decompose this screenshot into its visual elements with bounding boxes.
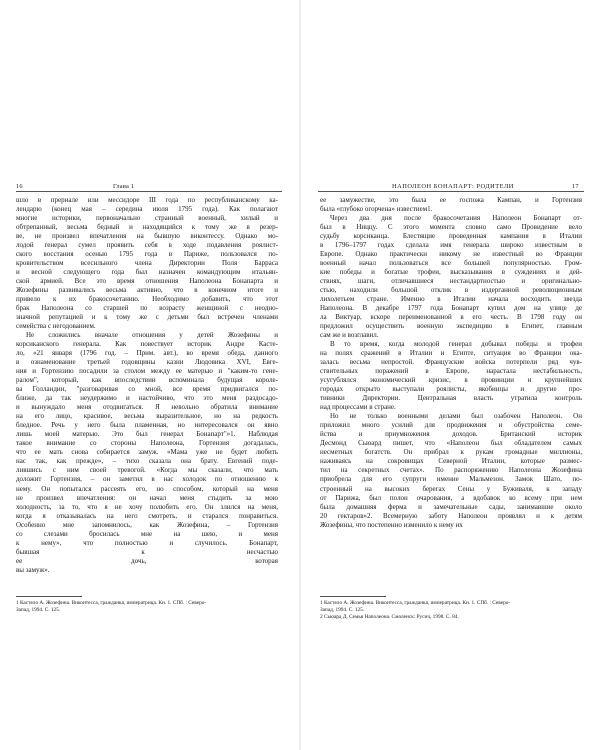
text-line: военный начал пользоваться все большей популярностью. Гром- [320, 259, 582, 268]
text-line: усугублялся экономический кризис, в провинции и крупнейших [320, 376, 582, 385]
text-line: Жозефины развивались весьма активно, что в конечном итоге и [16, 286, 278, 295]
text-line: тил на секретных счетах». По распоряжению Наполеона Жозефина [320, 466, 582, 475]
text-line: ве, не произвел впечатления на бывшую виконтессу. Однако мо- [16, 232, 278, 241]
text-line: 20 гектаров»2. Всемерную заботу Наполеон проявлял и к детям [320, 511, 582, 520]
text-line: в ознаменование третьей годовщины казни Людовика XVI, Евге- [16, 358, 278, 367]
footnote-line: Запад, 1994. С. 125. [320, 607, 365, 614]
footnote-rule [320, 596, 386, 597]
text-line: В то время, когда молодой генерал добывал победы и трофеи [330, 340, 582, 349]
text-line: Наполеона. В декабре 1797 года Бонапарт купил дом на улице де [320, 304, 582, 313]
text-line: кие победы и богатые трофеи, высказывания в суждениях и дей- [320, 268, 582, 277]
text-line: что ее мать снова собирается замуж. «Мама уже не будет любить [16, 448, 278, 457]
footnote-line: Запад, 1994. С. 125. [16, 607, 61, 614]
page-number: 16 [16, 183, 23, 190]
chapter-heading: Глава 1 [113, 183, 135, 190]
page-number: 17 [572, 183, 579, 190]
text-line: нас так, как прежде», – тихо сказала она брату. Евгений поде- [16, 457, 278, 466]
text-line: лившись с ним своей тревогой. «Когда мы сказали, что мать [16, 466, 278, 475]
text-line: была домашняя ферма и замечательные сады, занимавшие около [320, 502, 582, 511]
right-page [300, 0, 600, 750]
text-line: ла Виктуар, вскоре переименованной в его честь. В 1798 году он [320, 313, 582, 322]
text-line: и весной следующего года был назначен командующим итальян- [16, 268, 278, 277]
text-line: Через два дня после бракосочетания Наполеон Бонапарт от- [330, 214, 582, 223]
text-line: был в Ниццу. С этого момента словно само Провидение вело [320, 223, 582, 232]
running-title: НАПОЛЕОН БОНАПАРТ: РОДИТЕЛИ [392, 183, 514, 190]
text-line: Но не только военными делами был озабочен Наполеон. Он [330, 412, 582, 421]
text-line: когда я отказывалась на него смотреть, и старался понравиться. [16, 511, 278, 520]
text-line: бывшая к несчастью [16, 547, 278, 556]
text-line: йства и приумножения доходов. Британский историк [320, 430, 582, 439]
footnote-line: 1 Кастело А. Жозефина. Виконтесса, гражданка, императрица. Кн. 1. СПб. : Северо- [320, 600, 511, 606]
text-line: ствиях, шаги, отличавшиеся нестандартностью и оригинально- [320, 277, 582, 286]
text-line: шло в прериале или мессидоре III года по республиканскому ка- [16, 196, 278, 204]
header-rule [318, 191, 584, 192]
text-line: значной репутацией и к тому же с детьми был встречен членами [16, 313, 278, 322]
text-line: не произвел впечатления: он начал меня стыдить за мою [16, 493, 278, 502]
text-line: лодой генерал сумел проявить себя в ходе подавления роялист- [16, 241, 278, 250]
text-line: была «глубоко огорчена» известием1. [320, 205, 433, 214]
text-line: ее дочь, которая [16, 556, 278, 565]
text-line: брак Наполеона со старшей по возрасту женщиной с неодно- [16, 304, 278, 313]
text-line: вы замуж». [16, 565, 50, 574]
text-line: семейства с негодованием. [16, 322, 96, 331]
text-line: над процессами в стране. [320, 403, 396, 412]
text-line: кровительством всесильного члена Директории Поля Барраса [16, 259, 278, 268]
text-line: многие историки, первоначально странный военный, хилый и [16, 214, 278, 223]
text-line: ее замужестве, это была ее госпожа Кампан, и Гортензия [320, 196, 582, 204]
text-line: привело к их бракосочетанию. Необходимо добавить, что этот [16, 295, 278, 304]
text-line: со слезами бросилась мне на шею, и меня [16, 529, 278, 538]
text-line: Десмонд Сьюард пишет, что «Наполеон был обладателем самых [320, 439, 582, 448]
text-line: Особенно мне запомнилось, как Жозефина, – Гортензия [16, 520, 278, 529]
header-rule [16, 191, 282, 192]
text-line: к нему», что полностью и случилось. Бонапарт, [16, 538, 278, 547]
text-line: обтрепанный, весьма бедный и находящийся к тому же в резер- [16, 223, 278, 232]
footnote-rule [16, 596, 82, 597]
text-line: ло, «21 января (1796 год. – Прим. авт.), во время обеда, данного [16, 349, 278, 358]
text-line: городах открыто выступали роялисты, якобинцы и другие про- [320, 385, 582, 394]
footnote-line: 2 Сьюард Д. Семья Наполеона. Смоленск: Русич, 1998. С. 84. [320, 614, 459, 621]
footnote-line: 1 Кастело А. Жозефина. Виконтесса, гражданка, императрица. Кн. 1. СПб. : Северо- [16, 600, 207, 606]
text-line: строенный на высоких берегах Сены у Буживаля, к западу [320, 484, 582, 493]
text-line: залась весьма непростой. Французские войска потерпели ряд чув- [320, 358, 582, 367]
text-line: ближе, да так неудержимо и настойчиво, что это меня раздосадо- [16, 394, 278, 403]
text-line: от Парижа, был полон очарования, а вдобавок ко всему при нем [320, 493, 582, 502]
text-line: и вынуждало меня отодвигаться. Я невольно обратила внимание [16, 403, 278, 412]
text-line: такое внимание со стороны Наполеона, Гортензия догадалась, [16, 439, 278, 448]
text-line: предложил осуществить военную экспедицию в Египет, главным [320, 322, 582, 331]
text-line: наживаясь на сокровищах Северной Италии, которые размес- [320, 457, 582, 466]
text-line: приложил много усилий для продвижения и обустройства семе- [320, 421, 582, 430]
text-line: ралом", который, как впоследствии вспоминала будущая короле- [16, 376, 278, 385]
text-line: несметных богатств. Он прибрал к рукам громадные миллионы, [320, 448, 582, 457]
text-line: в 1796–1797 годах сделала имя генерала широко известным в [320, 241, 582, 250]
text-line: ского восстания осенью 1795 года в Париже, пользовался по- [16, 250, 278, 259]
text-line: Жозефины, что постепенно изменило к нему их [320, 520, 463, 529]
footnotes [320, 596, 582, 622]
text-line: лишь моей матерью. Это был генерал Бонапарт"»1. Наблюдая [16, 430, 278, 439]
text-line: ствительных поражений в Европе, нарастала нестабильность, [320, 367, 582, 376]
text-line: судьбу корсиканца. Блестящие проведенная кампания в Италии [320, 232, 582, 241]
text-line: лендарю (конец мая – середина июля 1795 года). Как полагают [16, 205, 278, 214]
body-text [320, 196, 582, 530]
text-line: сам же и возглавил. [320, 331, 379, 340]
text-line: ния и Гортензию посадили за столом между ее матерью и "каким-то генe- [16, 367, 278, 376]
text-line: бледное. Речь у него была пламенная, но интересовался он явно [16, 421, 278, 430]
text-line: тивники Директории. Центральная власть утратила контроль [320, 394, 582, 403]
text-line: холодность, за то, что я не хочу полюбить его. Он злился на меня, [16, 502, 278, 511]
text-line: доложит Гортензия, – он заметил в нас холодок по отношению к [16, 475, 278, 484]
body-text [16, 196, 278, 575]
text-line: ва Голландии, "разговаривая со мной, все время придвигался по- [16, 385, 278, 394]
text-line: приобрела для его супруги имение Мальмезон. Замок Шато, по- [320, 475, 582, 484]
text-line: Не сложились вначале отношения у детей Жозефины и [26, 331, 278, 340]
text-line: лихолетьем стране. Именно в Италии начала восходить звезда [320, 295, 582, 304]
text-line: Европе. Однако практически никому не известный во Франции [320, 250, 582, 259]
text-line: нему. Он попытался рассеять его, но способом, который на меня [16, 484, 278, 493]
text-line: стью, находили большой отклик в издерганной революционным [320, 286, 582, 295]
text-line: корсиканского генерала. Как повествует историк Андре Касте- [16, 340, 278, 349]
text-line: ской армией. Все это время отношения Наполеона Бонапарта и [16, 277, 278, 286]
footnotes [16, 596, 278, 614]
text-line: на его лицо, красивое, весьма выразительное, но на редкость [16, 412, 278, 421]
text-line: на полях сражений в Италии и Египте, ситуация во Франции ока- [320, 349, 582, 358]
